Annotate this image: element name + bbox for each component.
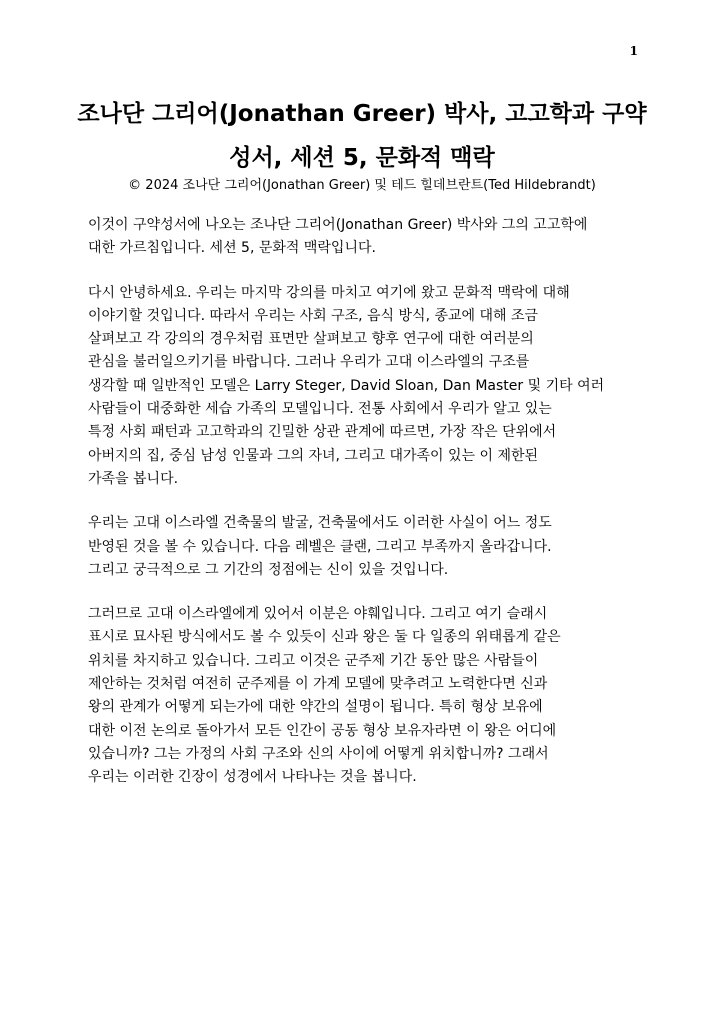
text-line: 반영된 것을 볼 수 있습니다. 다음 레벨은 클랜, 그리고 부족까지 올라갑니다. bbox=[88, 538, 552, 555]
copyright-notice: © 2024 조나단 그리어(Jonathan Greer) 및 테드 힐데브란트(Ted Hildebrandt) bbox=[128, 178, 596, 193]
paragraph-architecture bbox=[88, 512, 648, 582]
paragraph-intro bbox=[88, 214, 648, 261]
title-line-2: 성서, 세션 5, 문화적 맥락 bbox=[229, 145, 495, 171]
text-line: 제안하는 것처럼 여전히 군주제를 이 가계 모델에 맞추려고 노력한다면 신과 bbox=[88, 676, 548, 693]
text-line: 이것이 구약성서에 나오는 조나단 그리어(Jonathan Greer) 박사와 그의 고고학에 bbox=[88, 217, 588, 233]
text-line: 있습니까? 그는 가정의 사회 구조와 신의 사이에 어떻게 위치합니까? 그래서 bbox=[88, 745, 549, 762]
text-line: 왕의 관계가 어떻게 되는가에 대한 약간의 설명이 됩니다. 특히 형상 보유에 bbox=[88, 699, 543, 716]
text-line: 표시로 묘사된 방식에서도 볼 수 있듯이 신과 왕은 둘 다 일종의 위태롭게 같은 bbox=[88, 629, 561, 646]
text-line: 우리는 고대 이스라엘 건축물의 발굴, 건축물에서도 이러한 사실이 어느 정도 bbox=[88, 515, 552, 532]
text-line: 위치를 차지하고 있습니다. 그리고 이것은 군주제 기간 동안 많은 사람들이 bbox=[88, 652, 539, 669]
page-number: 1 bbox=[629, 44, 638, 58]
text-line: 우리는 이러한 긴장이 성경에서 나타나는 것을 봅니다. bbox=[88, 769, 417, 786]
paragraph-god-and-king bbox=[88, 603, 648, 789]
text-line: 관심을 불러일으키기를 바랍니다. 그러나 우리가 고대 이스라엘의 구조를 bbox=[88, 354, 530, 371]
document-title bbox=[60, 92, 664, 180]
text-line: 이야기할 것입니다. 따라서 우리는 사회 구조, 음식 방식, 종교에 대해 조금 bbox=[88, 307, 539, 324]
text-line: 생각할 때 일반적인 모델은 Larry Steger, David Sloan, Dan Master 및 기타 여러 bbox=[88, 377, 605, 394]
text-line: 가족을 봅니다. bbox=[88, 470, 179, 487]
title-line-1: 조나단 그리어(Jonathan Greer) 박사, 고고학과 구약 bbox=[77, 101, 647, 127]
text-line: 다시 안녕하세요. 우리는 마지막 강의를 마치고 여기에 왔고 문화적 맥락에 대해 bbox=[88, 284, 570, 301]
text-line: 대한 이전 논의로 돌아가서 모든 인간이 공동 형상 보유자라면 이 왕은 어디에 bbox=[88, 722, 557, 739]
text-line: 대한 가르침입니다. 세션 5, 문화적 맥락입니다. bbox=[88, 240, 376, 257]
text-line: 그리고 궁극적으로 그 기간의 정점에는 신이 있을 것입니다. bbox=[88, 561, 449, 578]
document-body bbox=[88, 214, 648, 811]
text-line: 살펴보고 각 강의의 경우처럼 표면만 살펴보고 향후 연구에 대한 여러분의 bbox=[88, 331, 534, 348]
text-line: 사람들이 대중화한 세습 가족의 모델입니다. 전통 사회에서 우리가 알고 있는 bbox=[88, 401, 552, 418]
text-line: 아버지의 집, 중심 남성 인물과 그의 자녀, 그리고 대가족이 있는 이 제한된 bbox=[88, 447, 539, 464]
text-line: 특정 사회 패턴과 고고학과의 긴밀한 상관 관계에 따르면, 가장 작은 단위에서 bbox=[88, 424, 557, 441]
paragraph-social-structure bbox=[88, 282, 648, 492]
text-line: 그러므로 고대 이스라엘에게 있어서 이분은 야훼입니다. 그리고 여기 슬래시 bbox=[88, 606, 548, 623]
